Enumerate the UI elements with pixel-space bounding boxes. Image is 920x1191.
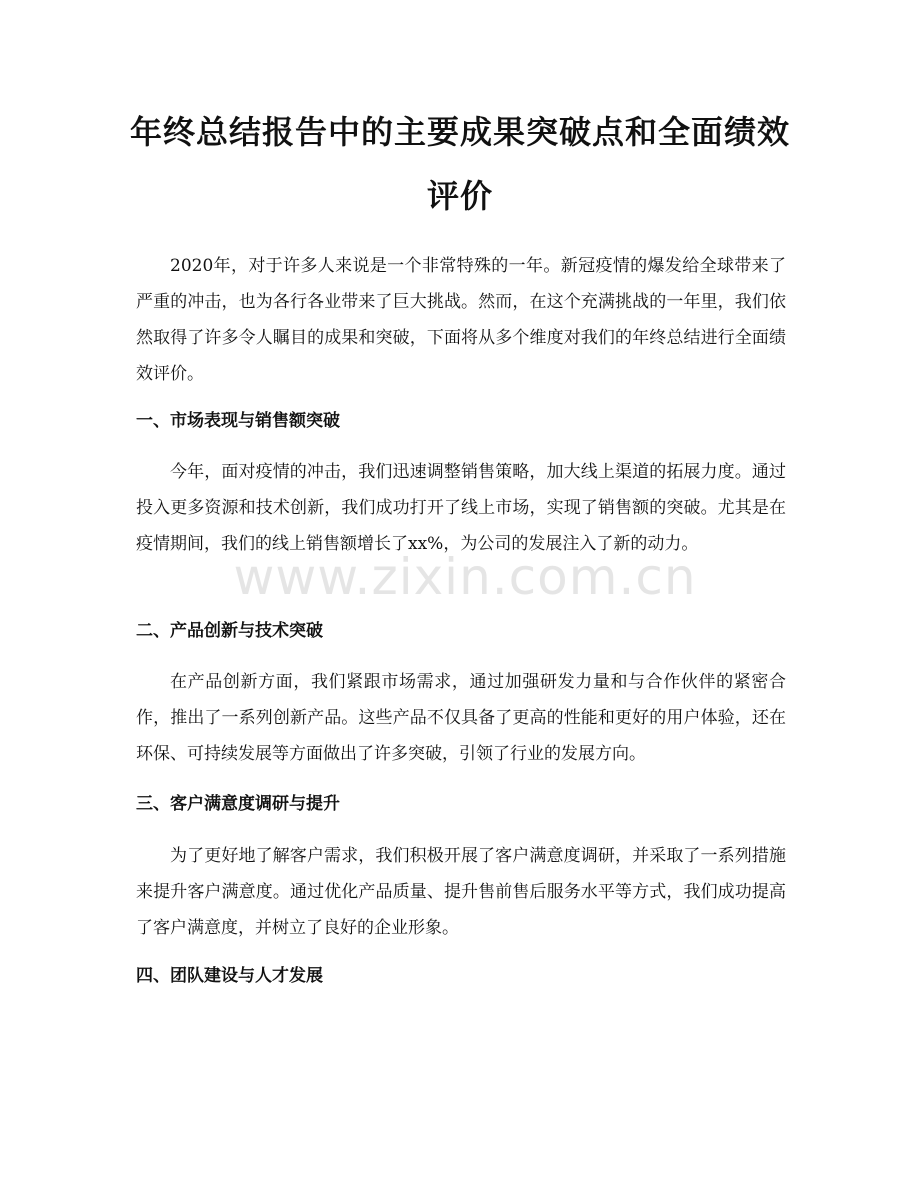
section-heading-customer: 三、客户满意度调研与提升 — [136, 794, 340, 814]
section-heading-team: 四、团队建设与人才发展 — [136, 966, 323, 986]
section-body-customer: 为了更好地了解客户需求，我们积极开展了客户满意度调研，并采取了一系列措施来提升客户满意度。通过优化产品质量、提升售前售后服务水平等方式，我们成功提高了客户满意度，并树立了良好的企业形象。 — [136, 846, 786, 938]
watermark: www.zixin.com.cn — [233, 548, 697, 606]
section-heading-product: 二、产品创新与技术突破 — [136, 621, 323, 641]
page-title: 年终总结报告中的主要成果突破点和全面绩效评价 — [129, 113, 790, 215]
section-heading-market: 一、市场表现与销售额突破 — [136, 411, 340, 431]
intro-paragraph: 2020年，对于许多人来说是一个非常特殊的一年。新冠疫情的爆发给全球带来了严重的冲击，也为各行各业带来了巨大挑战。然而，在这个充满挑战的一年里，我们依然取得了许多令人瞩目的成果和突破，下面将从多个维度对我们的年终总结进行全面绩效评价。 — [136, 256, 786, 384]
section-body-product: 在产品创新方面，我们紧跟市场需求，通过加强研发力量和与合作伙伴的紧密合作，推出了一系列创新产品。这些产品不仅具备了更高的性能和更好的用户体验，还在环保、可持续发展等方面做出了许多突破，引领了行业的发展方向。 — [136, 672, 786, 764]
section-body-market: 今年，面对疫情的冲击，我们迅速调整销售策略，加大线上渠道的拓展力度。通过投入更多资源和技术创新，我们成功打开了线上市场，实现了销售额的突破。尤其是在疫情期间，我们的线上销售额增长了xx%，为公司的发展注入了新的动力。 — [136, 462, 786, 554]
